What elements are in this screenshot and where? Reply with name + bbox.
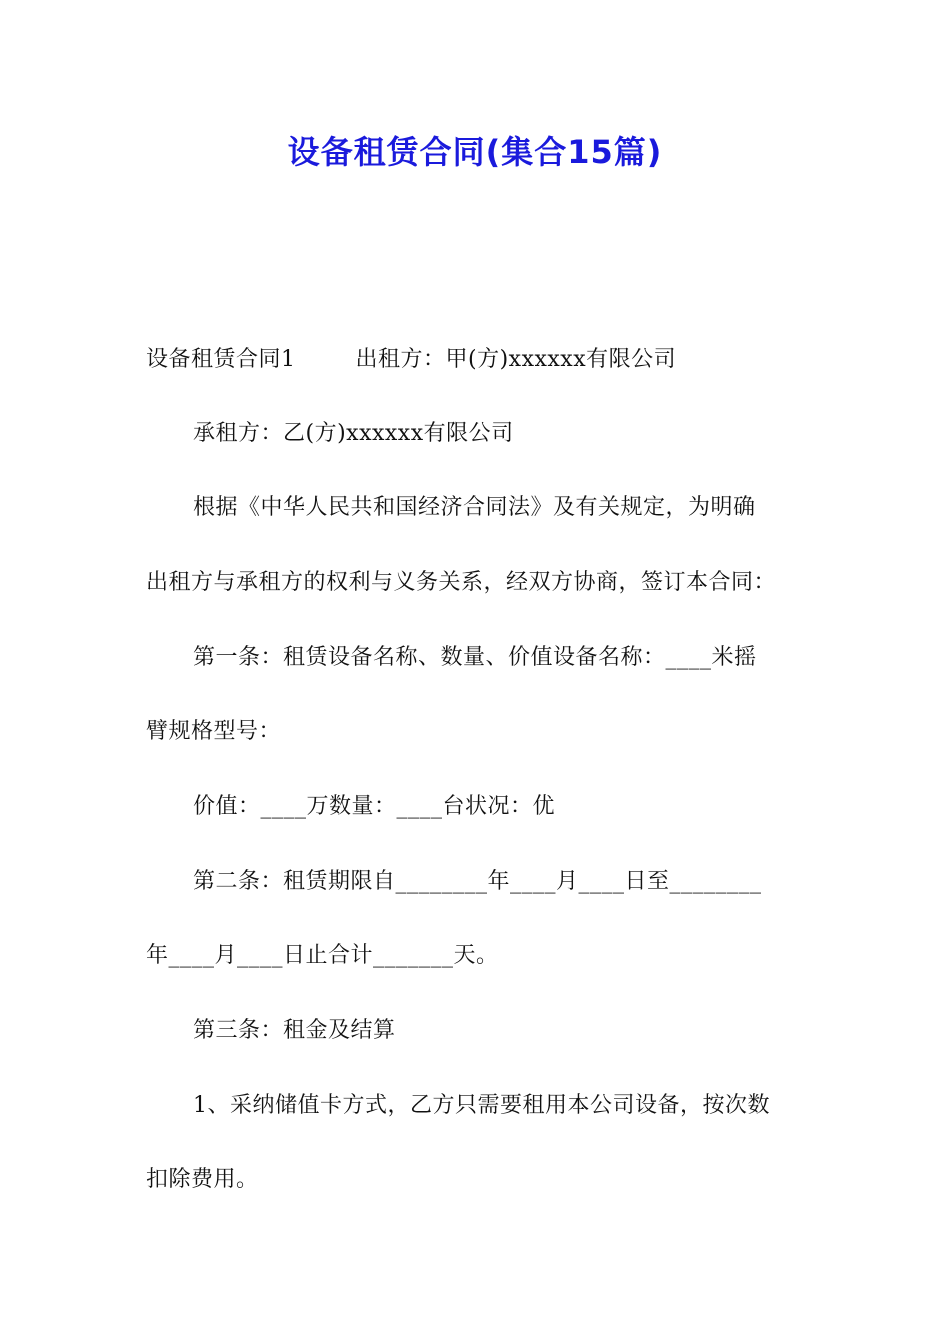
paragraph-line-6: 臂规格型号： (146, 719, 282, 744)
lessee-line: 承租方：乙(方)xxxxxx有限公司 (193, 421, 514, 446)
paragraph-line-10: 第三条：租金及结算 (193, 1018, 396, 1043)
paragraph-line-8: 第二条：租赁期限自________年____月____日至________ (193, 869, 762, 894)
paragraph-line-4: 出租方与承租方的权利与义务关系，经双方协商，签订本合同： (146, 570, 777, 595)
lessor-text: 出租方：甲(方)xxxxxx有限公司 (355, 347, 677, 372)
paragraph-line-1 (146, 344, 806, 376)
contract-heading-label: 设备租赁合同1 (146, 347, 296, 372)
paragraph-line-7: 价值：____万数量：____台状况：优 (193, 794, 556, 819)
paragraph-line-9: 年____月____日止合计_______天。 (146, 943, 499, 968)
paragraph-line-5: 第一条：租赁设备名称、数量、价值设备名称：____米摇 (193, 645, 757, 670)
document-title: 设备租赁合同(集合15篇) (287, 133, 663, 171)
paragraph-line-3: 根据《中华人民共和国经济合同法》及有关规定，为明确 (193, 495, 756, 520)
paragraph-line-11: 1、采纳储值卡方式，乙方只需要租用本公司设备，按次数 (193, 1093, 770, 1118)
paragraph-line-12: 扣除费用。 (146, 1167, 259, 1192)
